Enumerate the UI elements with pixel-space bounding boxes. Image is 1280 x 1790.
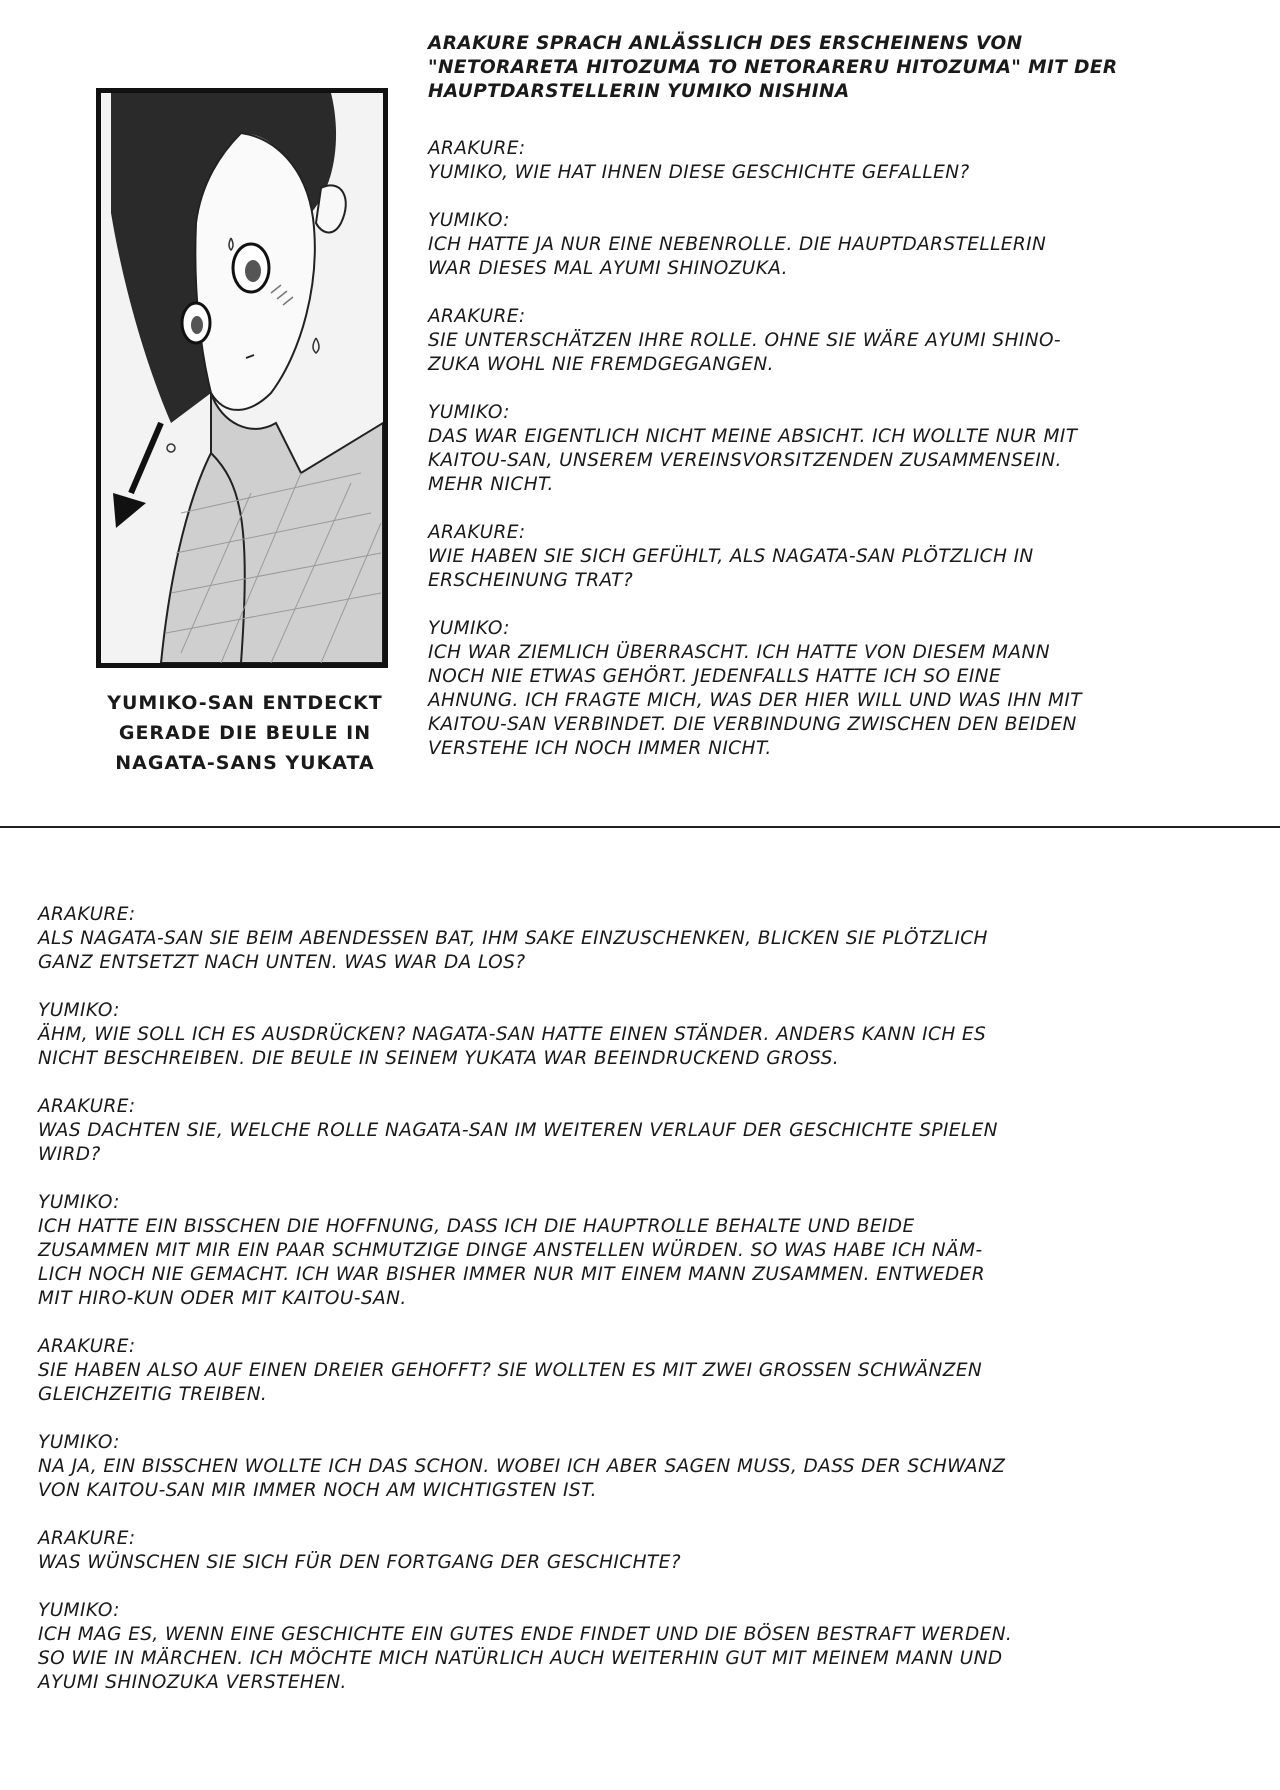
answer-line: ICH HATTE EIN BISSCHEN DIE HOFFNUNG, DASS ICH DIE HAUPTROLLE BEHALTE UND BEIDE xyxy=(38,1216,915,1237)
answer-line: ICH MAG ES, WENN EINE GESCHICHTE EIN GUTES ENDE FINDET UND DIE BÖSEN BESTRAFT WERDEN. xyxy=(38,1624,1013,1645)
answer-line: DAS WAR EIGENTLICH NICHT MEINE ABSICHT. ICH WOLLTE NUR MIT xyxy=(428,426,1078,447)
answer-line: MIT HIRO-KUN ODER MIT KAITOU-SAN. xyxy=(38,1288,407,1309)
answer-line: NA JA, EIN BISSCHEN WOLLTE ICH DAS SCHON. WOBEI ICH ABER SAGEN MUSS, DASS DER SCHWANZ xyxy=(38,1456,1006,1477)
caption-line: YUMIKO-SAN ENTDECKT xyxy=(107,692,383,714)
qa-block xyxy=(38,1095,1248,1167)
qa-block xyxy=(428,209,1248,281)
qa-block xyxy=(428,137,1248,185)
answer-line: ICH HATTE JA NUR EINE NEBENROLLE. DIE HAUPTDARSTELLERIN xyxy=(428,234,1047,255)
answer-line: VERSTEHE ICH NOCH IMMER NICHT. xyxy=(428,738,772,759)
caption-line: NAGATA-SANS YUKATA xyxy=(115,752,375,774)
answer-line: SO WIE IN MÄRCHEN. ICH MÖCHTE MICH NATÜRLICH AUCH WEITERHIN GUT MIT MEINEM MANN UND xyxy=(38,1648,1003,1669)
answer-line: ZUSAMMEN MIT MIR EIN PAAR SCHMUTZIGE DINGE ANSTELLEN WÜRDEN. SO WAS HABE ICH NÄM- xyxy=(38,1240,983,1261)
answer-line: MEHR NICHT. xyxy=(428,474,554,495)
qa-block xyxy=(428,401,1248,497)
speaker: ARAKURE: xyxy=(428,138,526,159)
interview-intro xyxy=(428,32,1228,104)
qa-block xyxy=(38,1599,1248,1695)
qa-block xyxy=(38,1191,1248,1311)
caption-line: GERADE DIE BEULE IN xyxy=(118,722,372,744)
speaker: ARAKURE: xyxy=(38,1336,136,1357)
answer-line: WAR DIESES MAL AYUMI SHINOZUKA. xyxy=(428,258,788,279)
interview-part-1 xyxy=(428,137,1248,785)
answer-line: GANZ ENTSETZT NACH UNTEN. WAS WAR DA LOS? xyxy=(38,952,526,973)
speaker: ARAKURE: xyxy=(38,1096,136,1117)
answer-line: WAS WÜNSCHEN SIE SICH FÜR DEN FORTGANG DER GESCHICHTE? xyxy=(38,1552,681,1573)
answer-line: WAS DACHTEN SIE, WELCHE ROLLE NAGATA-SAN IM WEITEREN VERLAUF DER GESCHICHTE SPIELEN xyxy=(38,1120,998,1141)
speaker: YUMIKO: xyxy=(38,1432,120,1453)
answer-line: ERSCHEINUNG TRAT? xyxy=(428,570,634,591)
answer-line: NICHT BESCHREIBEN. DIE BEULE IN SEINEM YUKATA WAR BEEINDRUCKEND GROSS. xyxy=(38,1048,840,1069)
speaker: YUMIKO: xyxy=(38,1600,120,1621)
manga-illustration xyxy=(101,93,383,663)
qa-block xyxy=(38,1431,1248,1503)
interview-part-2 xyxy=(38,903,1248,1719)
section-divider xyxy=(0,826,1280,828)
qa-block xyxy=(38,903,1248,975)
answer-line: SIE HABEN ALSO AUF EINEN DREIER GEHOFFT? SIE WOLLTEN ES MIT ZWEI GROSSEN SCHWÄNZEN xyxy=(38,1360,983,1381)
answer-line: ZUKA WOHL NIE FREMDGEGANGEN. xyxy=(428,354,774,375)
speaker: ARAKURE: xyxy=(38,904,136,925)
answer-line: GLEICHZEITIG TREIBEN. xyxy=(38,1384,268,1405)
speaker: ARAKURE: xyxy=(428,522,526,543)
answer-line: WIRD? xyxy=(38,1144,101,1165)
speaker: YUMIKO: xyxy=(428,402,510,423)
speaker: ARAKURE: xyxy=(38,1528,136,1549)
speaker: YUMIKO: xyxy=(38,1192,120,1213)
speaker: YUMIKO: xyxy=(38,1000,120,1021)
answer-line: KAITOU-SAN VERBINDET. DIE VERBINDUNG ZWISCHEN DEN BEIDEN xyxy=(428,714,1077,735)
answer-line: ÄHM, WIE SOLL ICH ES AUSDRÜCKEN? NAGATA-SAN HATTE EINEN STÄNDER. ANDERS KANN ICH ES xyxy=(38,1024,987,1045)
qa-block xyxy=(38,999,1248,1071)
speaker: YUMIKO: xyxy=(428,618,510,639)
answer-line: AYUMI SHINOZUKA VERSTEHEN. xyxy=(38,1672,347,1693)
answer-line: KAITOU-SAN, UNSEREM VEREINSVORSITZENDEN ZUSAMMENSEIN. xyxy=(428,450,1062,471)
qa-block xyxy=(38,1335,1248,1407)
qa-block xyxy=(38,1527,1248,1575)
qa-block xyxy=(428,617,1248,761)
answer-line: WIE HABEN SIE SICH GEFÜHLT, ALS NAGATA-SAN PLÖTZLICH IN xyxy=(428,546,1034,567)
answer-line: AHNUNG. ICH FRAGTE MICH, WAS DER HIER WILL UND WAS IHN MIT xyxy=(428,690,1082,711)
answer-line: ICH WAR ZIEMLICH ÜBERRASCHT. ICH HATTE VON DIESEM MANN xyxy=(428,642,1050,663)
speaker: ARAKURE: xyxy=(428,306,526,327)
qa-block xyxy=(428,521,1248,593)
intro-line: ARAKURE SPRACH ANLÄSSLICH DES ERSCHEINENS VON xyxy=(428,33,1023,54)
answer-line: ALS NAGATA-SAN SIE BEIM ABENDESSEN BAT, IHM SAKE EINZUSCHENKEN, BLICKEN SIE PLÖTZLICH xyxy=(38,928,988,949)
intro-line: "NETORARETA HITOZUMA TO NETORARERU HITOZUMA" MIT DER xyxy=(428,57,1118,78)
manga-panel xyxy=(96,88,388,668)
answer-line: YUMIKO, WIE HAT IHNEN DIESE GESCHICHTE GEFALLEN? xyxy=(428,162,970,183)
answer-line: LICH NOCH NIE GEMACHT. ICH WAR BISHER IMMER NUR MIT EINEM MANN ZUSAMMEN. ENTWEDER xyxy=(38,1264,985,1285)
intro-line: HAUPTDARSTELLERIN YUMIKO NISHINA xyxy=(428,81,850,102)
answer-line: VON KAITOU-SAN MIR IMMER NOCH AM WICHTIGSTEN IST. xyxy=(38,1480,597,1501)
answer-line: NOCH NIE ETWAS GEHÖRT. JEDENFALLS HATTE ICH SO EINE xyxy=(428,666,1002,687)
answer-line: SIE UNTERSCHÄTZEN IHRE ROLLE. OHNE SIE WÄRE AYUMI SHINO- xyxy=(428,330,1062,351)
qa-block xyxy=(428,305,1248,377)
illustration-caption xyxy=(84,688,406,778)
speaker: YUMIKO: xyxy=(428,210,510,231)
